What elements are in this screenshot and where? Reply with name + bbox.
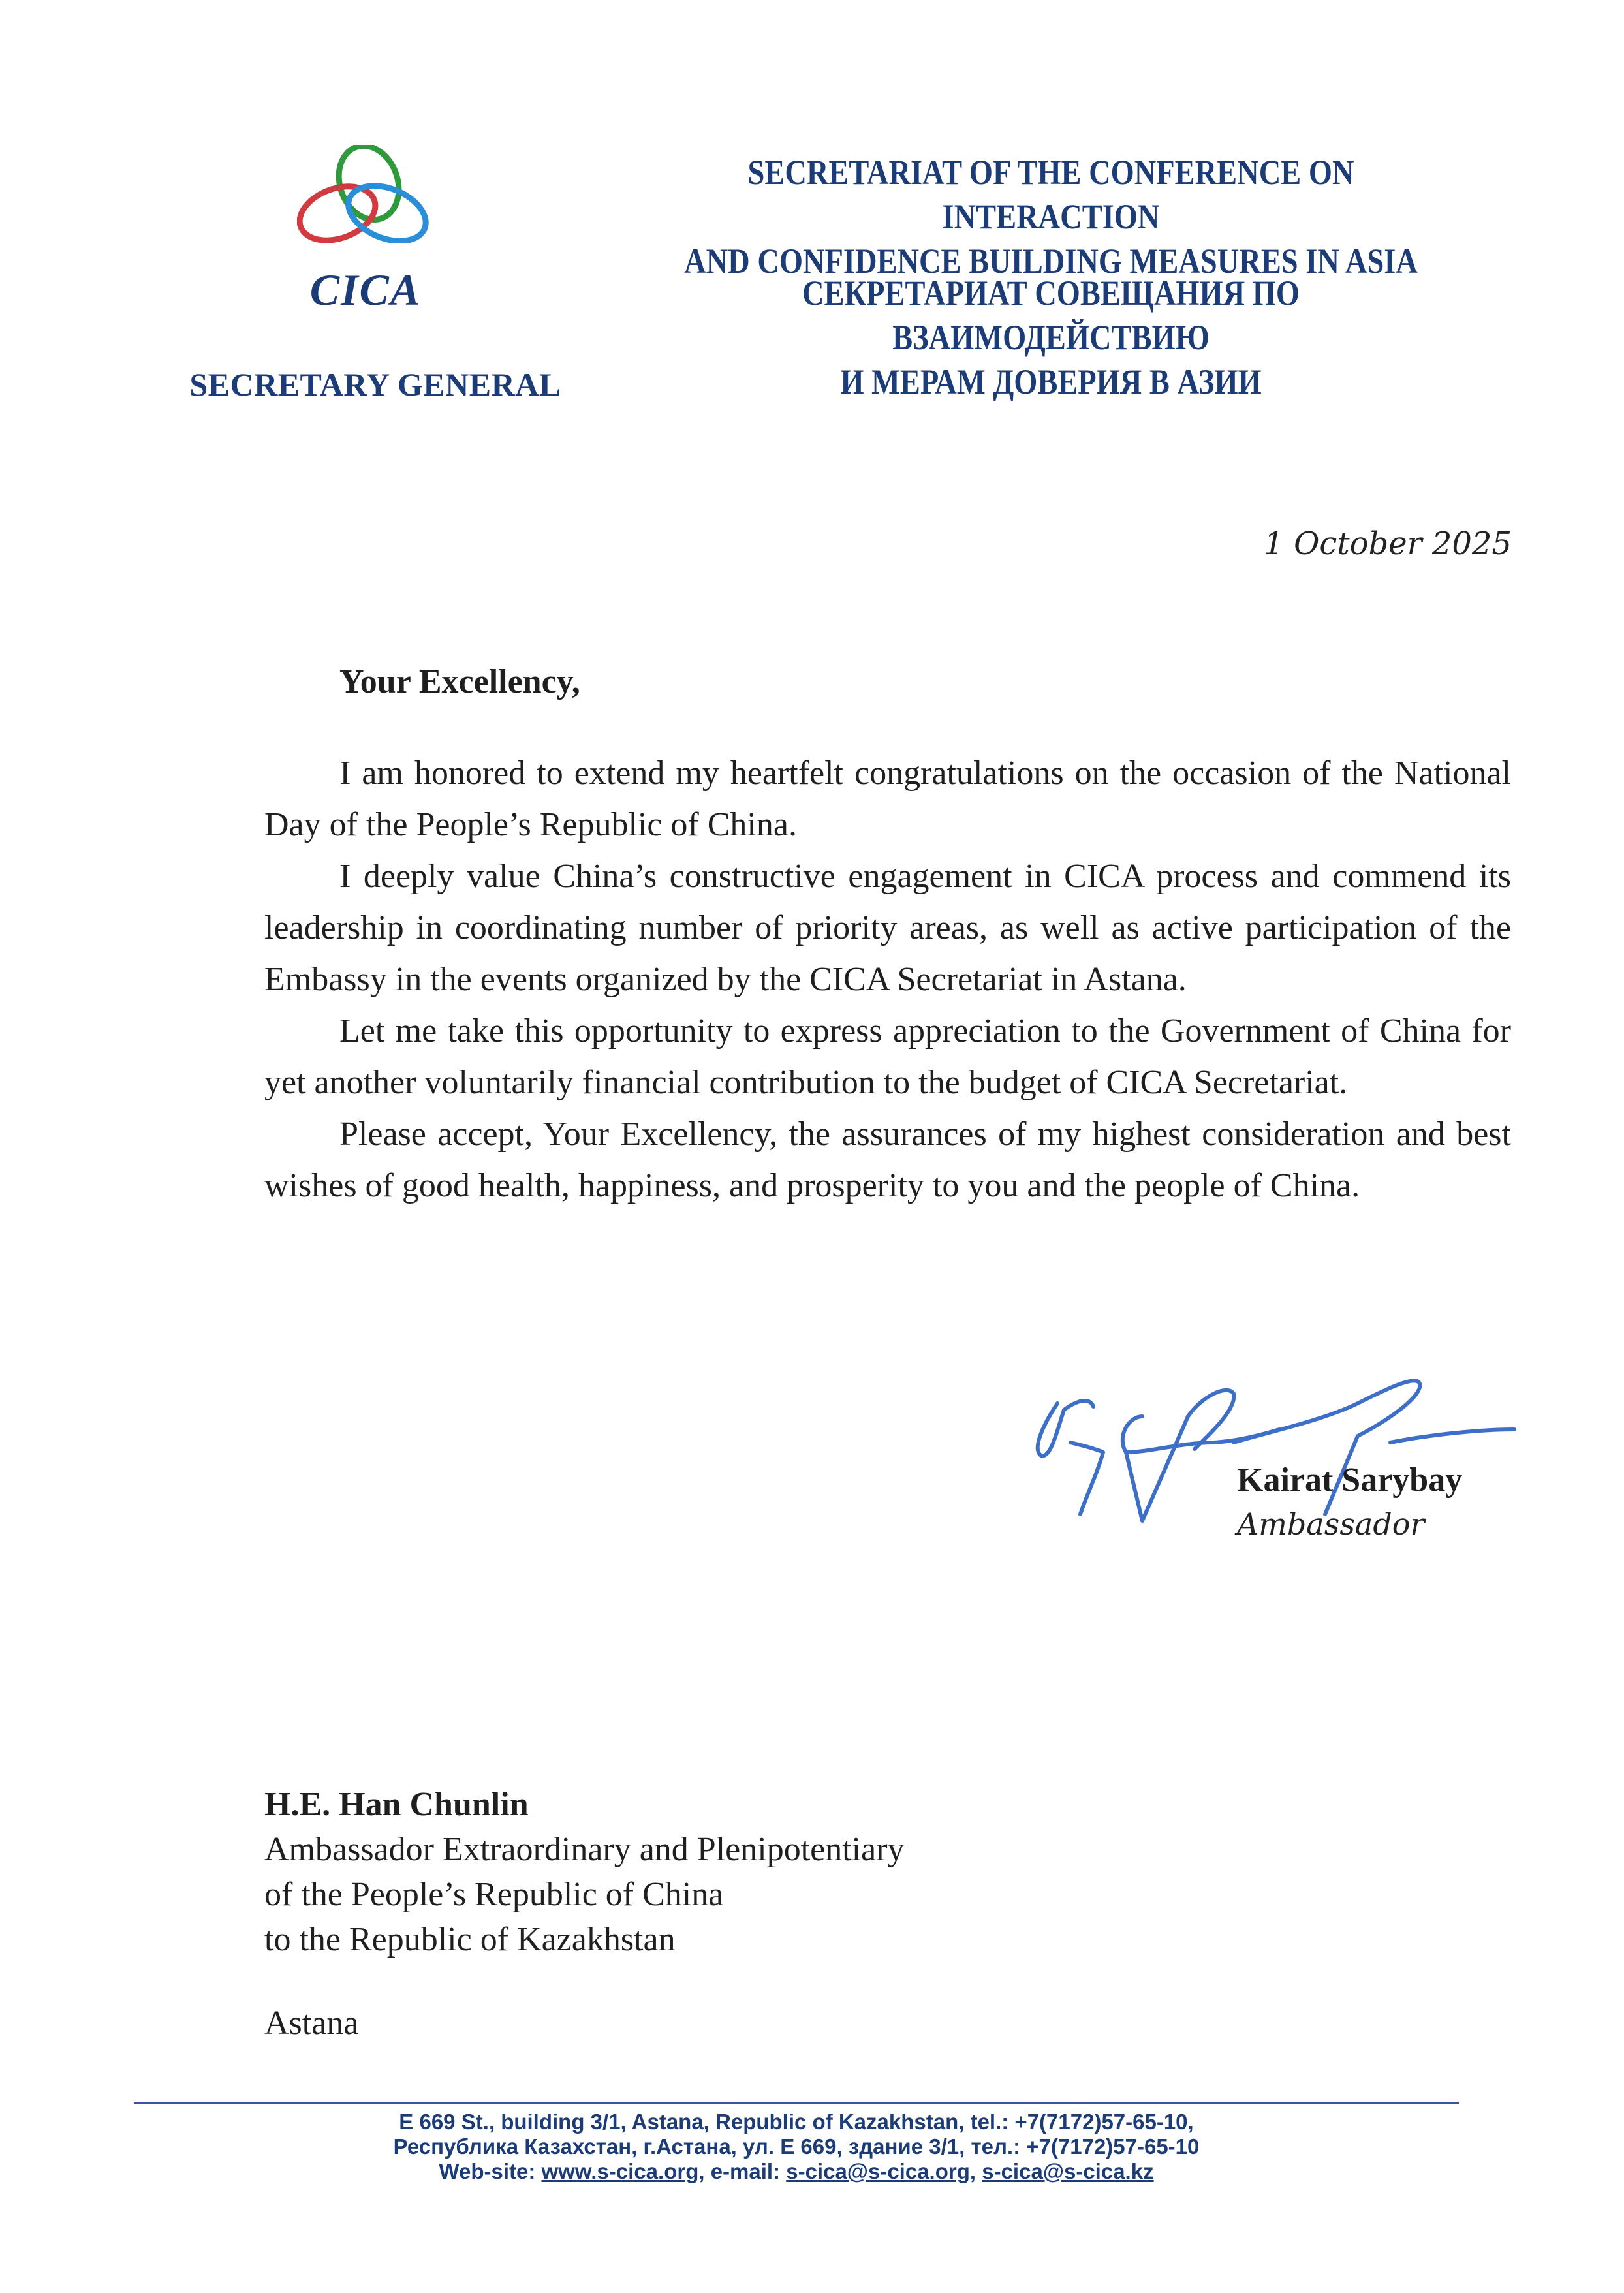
salutation: Your Excellency, — [339, 663, 580, 700]
addressee-name: H.E. Han Chunlin — [264, 1786, 529, 1823]
paragraph: I deeply value China’s constructive engagement in CICA process and commend its leadership in coordinating number of priority areas, as well as active participation of the Embassy in the events organized by the CICA Secretariat in Astana. — [264, 858, 1511, 998]
addressee-city: Astana — [264, 2004, 359, 2042]
signer-title: Ambassador — [1237, 1506, 1425, 1542]
footer-contacts — [134, 2159, 1459, 2184]
letter-date: 1 October 2025 — [1264, 525, 1512, 562]
website-link[interactable]: www.s-cica.org — [541, 2159, 699, 2183]
addressee-line: of the People’s Republic of China — [264, 1876, 724, 1913]
paragraph: I am honored to extend my heartfelt congratulations on the occasion of the National Day of the People’s Republic of China. — [264, 755, 1511, 843]
addressee-line: Ambassador Extraordinary and Plenipotentiary — [264, 1831, 905, 1868]
org-name-ru-line1: СЕКРЕТАРИАТ СОВЕЩАНИЯ ПО ВЗАИМОДЕЙСТВИЮ — [802, 273, 1300, 357]
logo-wordmark: CICA — [309, 265, 422, 315]
signer-name: Kairat Sarybay — [1237, 1461, 1463, 1499]
addressee-block — [264, 1782, 905, 1962]
footer — [134, 2110, 1459, 2184]
email-label: , e-mail: — [698, 2159, 787, 2183]
letter-body — [264, 747, 1511, 1211]
addressee-line: to the Republic of Kazakhstan — [264, 1921, 676, 1958]
office-title: SECRETARY GENERAL — [189, 366, 561, 403]
paragraph: Let me take this opportunity to express appreciation to the Government of China for yet another voluntarily financial contribution to the budget of CICA Secretariat. — [264, 1012, 1511, 1101]
org-name-english — [641, 150, 1461, 283]
footer-address-en: E 669 St., building 3/1, Astana, Republic of Kazakhstan, tel.: +7(7172)57-65-10, — [399, 2110, 1194, 2134]
cica-logo-icon — [297, 145, 434, 243]
separator: , — [969, 2159, 982, 2183]
org-name-en-line2: AND CONFIDENCE BUILDING MEASURES IN ASIA — [684, 242, 1418, 281]
paragraph: Please accept, Your Excellency, the assurances of my highest consideration and best wishes of good health, happiness, and prosperity to you and the people of China. — [264, 1115, 1511, 1204]
org-name-en-line1: SECRETARIAT OF THE CONFERENCE ON INTERACTION — [747, 153, 1354, 236]
email-link-org[interactable]: s-cica@s-cica.org — [786, 2159, 970, 2183]
org-name-ru-line2: И МЕРАМ ДОВЕРИЯ В АЗИИ — [840, 362, 1262, 401]
email-link-kz[interactable]: s-cica@s-cica.kz — [982, 2159, 1154, 2183]
org-name-russian — [641, 271, 1461, 404]
website-label: Web-site: — [439, 2159, 542, 2183]
footer-address-ru: Республика Казахстан, г.Астана, ул. Е 669, здание 3/1, тел.: +7(7172)57-65-10 — [393, 2134, 1200, 2159]
footer-divider — [134, 2102, 1459, 2104]
